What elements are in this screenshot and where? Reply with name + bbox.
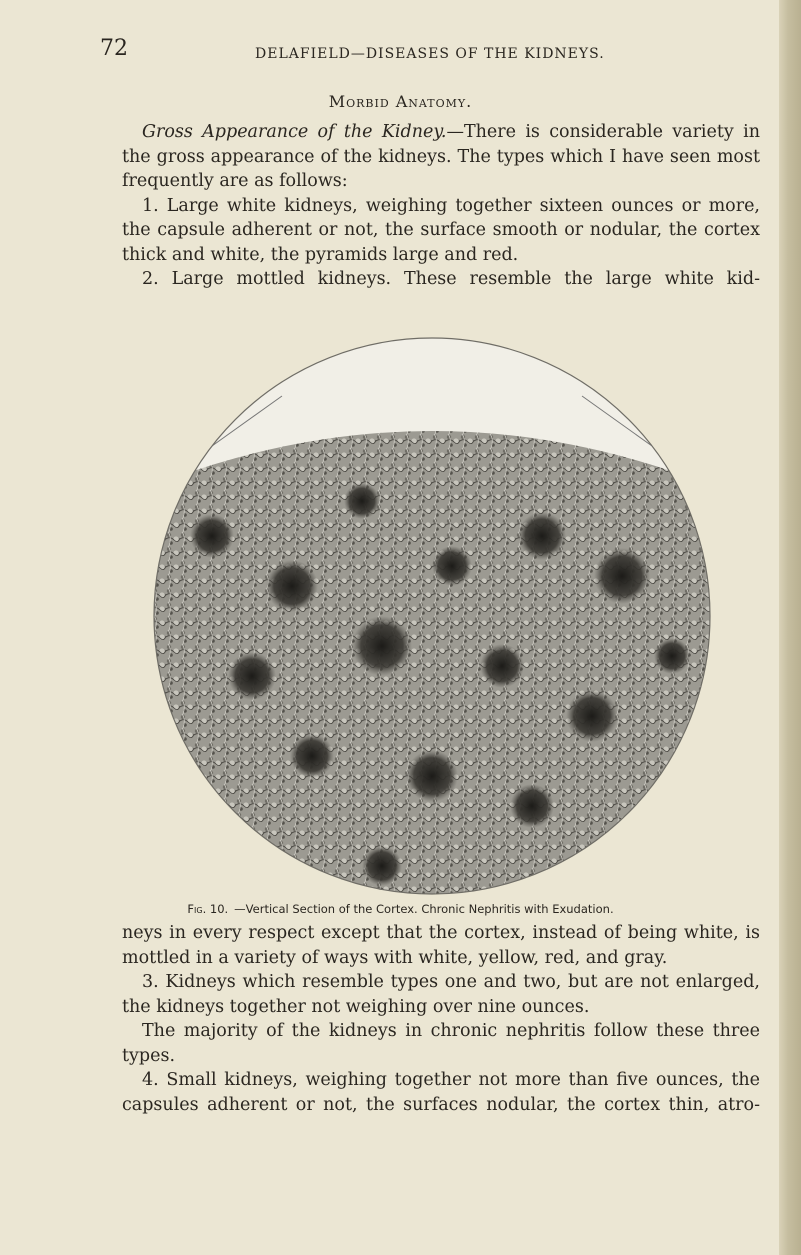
paragraph-heading: Gross Appearance of the Kidney.: [142, 122, 447, 142]
paragraph: neys in every respect except that the cortex, instead of being white, is mottled in a variety of ways with white, yellow, red, and gray.: [122, 923, 760, 968]
paragraph: 4. Small kidneys, weighing together not more than five ounces, the capsules adherent or not, the surfaces nodular, the cortex thin, atro-: [122, 1070, 760, 1115]
text-block-bottom: [122, 921, 760, 1117]
page-edge: [779, 0, 801, 1255]
figure-label: Fig. 10.: [187, 902, 229, 916]
paragraph: 3. Kidneys which resemble types one and two, but are not enlarged, the kidneys together not weighing over nine ounces.: [122, 972, 760, 1017]
paragraph: The majority of the kidneys in chronic nephritis follow these three types.: [122, 1021, 760, 1066]
section-title: Morbid Anatomy.: [328, 92, 473, 111]
page-number: 72: [100, 36, 128, 61]
paragraph: [122, 120, 760, 194]
paragraph: 2. Large mottled kidneys. These resemble the large white kid-: [142, 269, 760, 289]
figure-caption: [0, 902, 801, 916]
text-block-top: [122, 120, 760, 292]
paragraph-text: —There is considerable variety in the gross appearance of the kidneys. The types which I have seen most frequently are as follows:: [122, 122, 760, 191]
micrograph-figure: [152, 336, 712, 896]
running-head: DELAFIELD—DISEASES OF THE KIDNEYS.: [255, 46, 605, 62]
paragraph: 1. Large white kidneys, weighing together sixteen ounces or more, the capsule adherent or not, the surface smooth or nodular, the cortex thick and white, the pyramids large and red.: [122, 195, 760, 265]
figure-caption-text: —Vertical Section of the Cortex. Chronic Nephritis with Exudation.: [234, 902, 614, 916]
